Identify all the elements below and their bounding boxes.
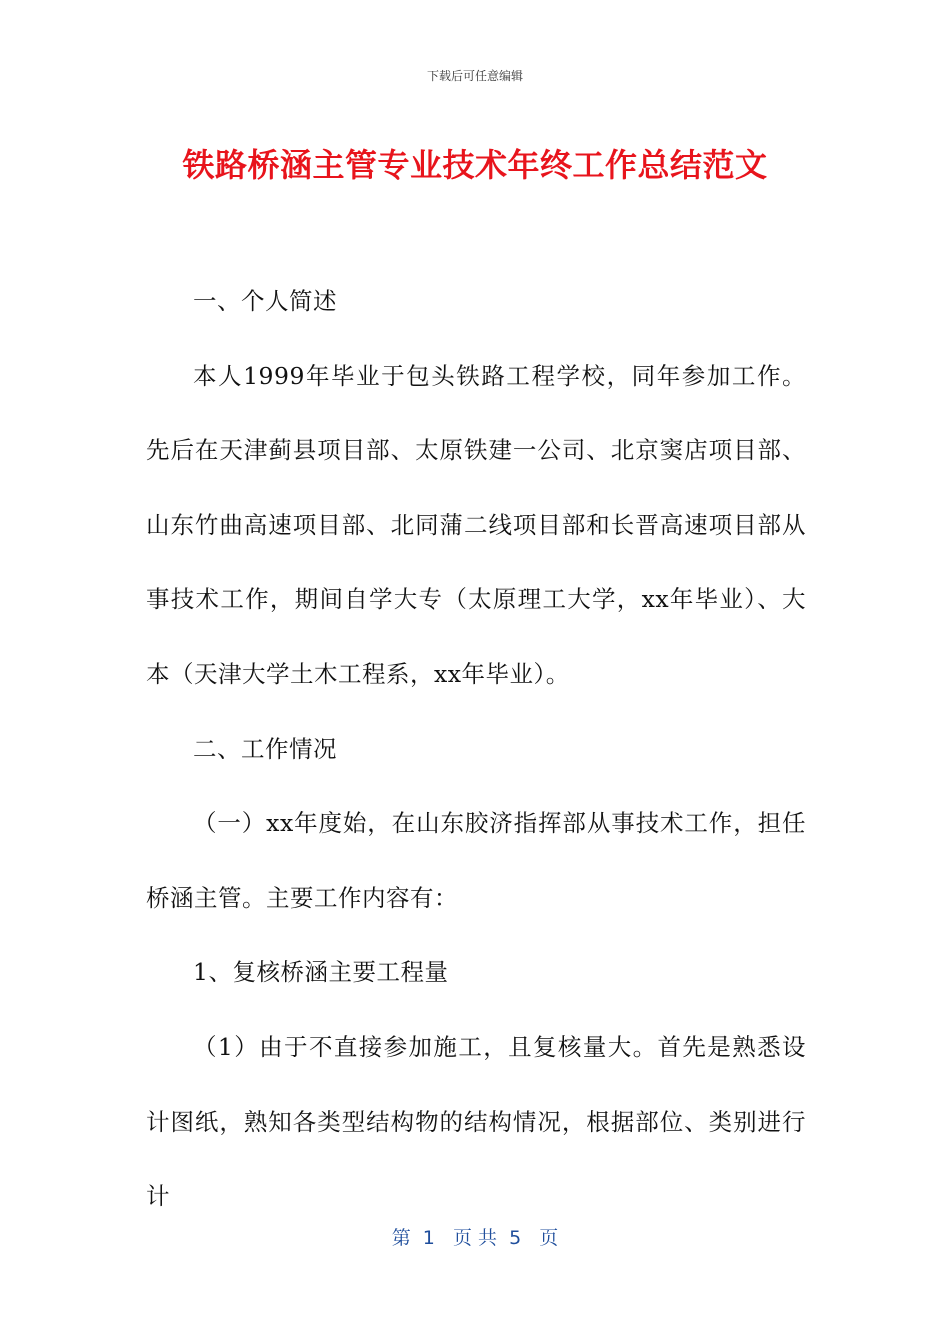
page-footer: 第 1 页 共 5 页 bbox=[391, 1227, 559, 1249]
document-body bbox=[146, 264, 806, 1234]
paragraph-quantity-review: （1）由于不直接参加施工，且复核量大。首先是熟悉设计图纸，熟知各类型结构物的结构情况，根据部位、类别进行计 bbox=[146, 1032, 806, 1211]
paragraph-work-intro: （一）xx年度始，在山东胶济指挥部从事技术工作，担任桥涵主管。主要工作内容有： bbox=[146, 809, 806, 912]
header-note: 下载后可任意编辑 bbox=[426, 69, 523, 83]
paragraph-personal-summary: 本人1999年毕业于包头铁路工程学校，同年参加工作。先后在天津蓟县项目部、太原铁建一公司、北京窦店项目部、山东竹曲高速项目部、北同蒲二线项目部和长晋高速项目部从事技术工作，期间自学大专（太原理工大学，xx年毕业）、大本（天津大学土木工程系，xx年毕业）。 bbox=[146, 361, 806, 688]
section-heading-work: 二、工作情况 bbox=[193, 734, 337, 763]
subheading-quantity-review: 1、复核桥涵主要工程量 bbox=[193, 958, 449, 987]
section-heading-personal: 一、个人简述 bbox=[193, 287, 337, 315]
document-title: 铁路桥涵主管专业技术年终工作总结范文 bbox=[182, 146, 768, 184]
